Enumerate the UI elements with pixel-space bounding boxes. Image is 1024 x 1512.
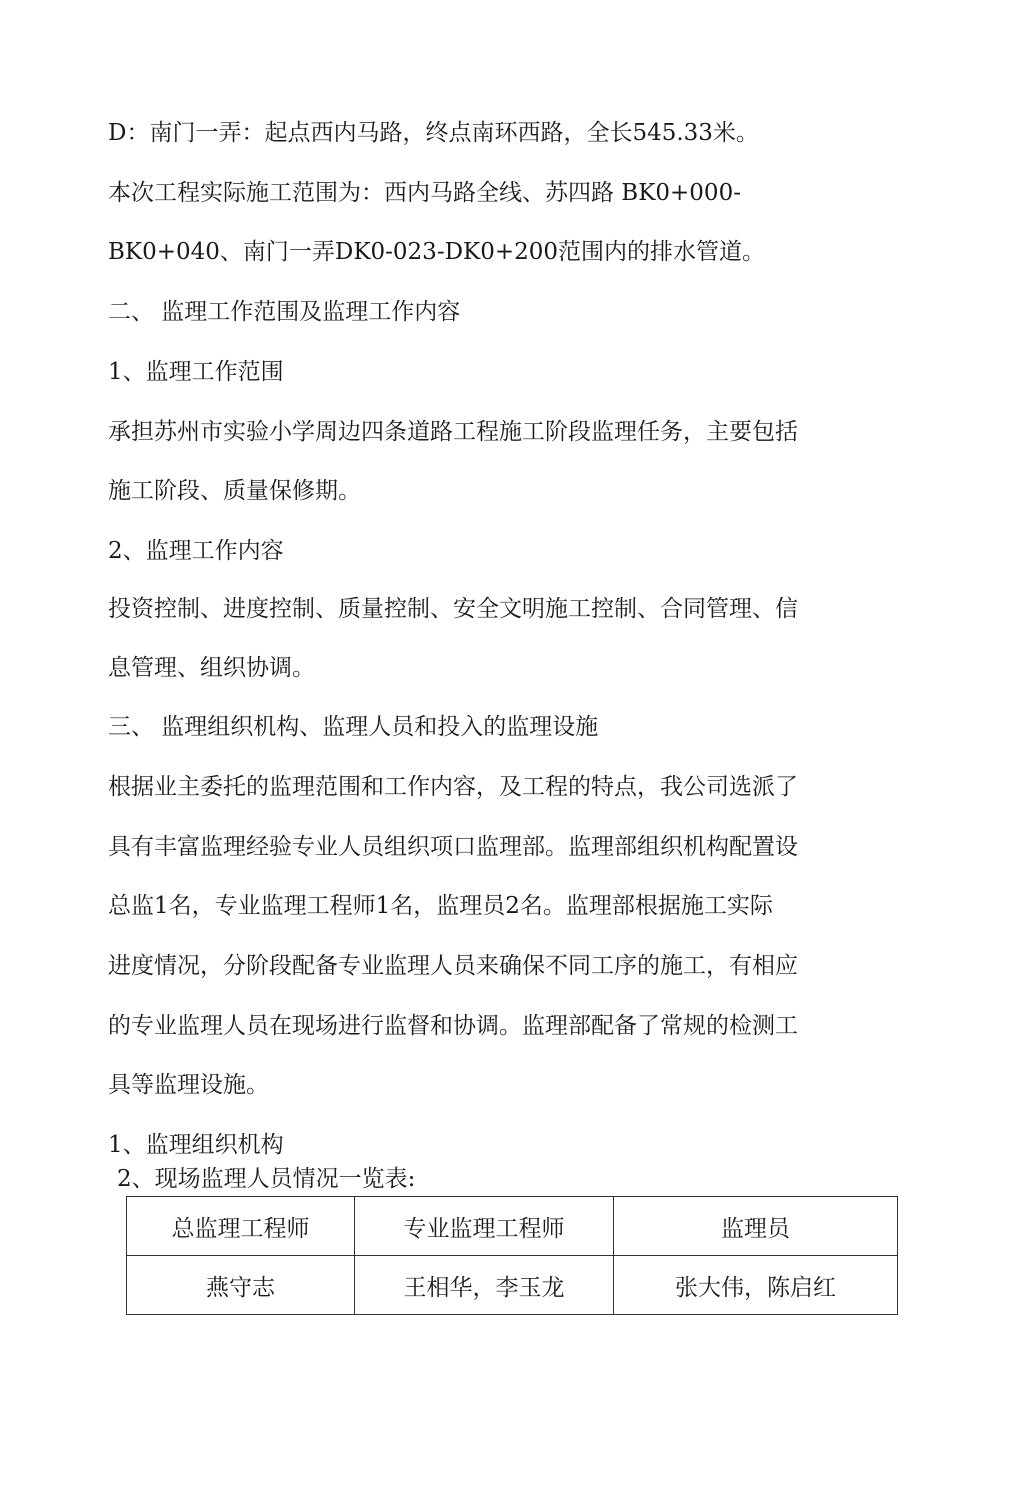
subsection-heading: 1、监理工作范围	[108, 359, 284, 385]
paragraph-line: 施工阶段、质量保修期。	[108, 478, 361, 504]
table-header-cell: 监理员	[614, 1197, 898, 1256]
paragraph-line: 息管理、组织协调。	[108, 655, 315, 681]
section-heading: 三、 监理组织机构、监理人员和投入的监理设施	[108, 714, 599, 740]
table-cell: 燕守志	[127, 1256, 355, 1315]
paragraph-line: 具有丰富监理经验专业人员组织项口监理部。监理部组织机构配置设	[108, 834, 798, 860]
subsection-heading: 2、监理工作内容	[108, 538, 284, 564]
paragraph-line: 的专业监理人员在现场进行监督和协调。监理部配备了常规的检测工	[108, 1013, 798, 1039]
paragraph-line: 本次工程实际施工范围为：西内马路全线、苏四路 BK0+000-	[108, 180, 741, 206]
table-header-cell: 总监理工程师	[127, 1197, 355, 1256]
table-row	[127, 1256, 898, 1315]
staff-table	[126, 1196, 898, 1315]
subsection-heading: 1、监理组织机构	[108, 1132, 284, 1158]
paragraph-line: 承担苏州市实验小学周边四条道路工程施工阶段监理任务，主要包括	[108, 419, 798, 445]
section-heading: 二、 监理工作范围及监理工作内容	[108, 299, 461, 325]
paragraph-line: 进度情况，分阶段配备专业监理人员来确保不同工序的施工，有相应	[108, 953, 798, 979]
table-cell: 张大伟，陈启红	[614, 1256, 898, 1315]
paragraph-line: BK0+040、南门一弄DK0-023-DK0+200范围内的排水管道。	[108, 239, 766, 265]
table-cell: 王相华，李玉龙	[355, 1256, 614, 1315]
paragraph-line: 总监1名，专业监理工程师1名，监理员2名。监理部根据施工实际	[108, 893, 773, 919]
paragraph-line: D：南门一弄：起点西内马路，终点南环西路，全长545.33米。	[108, 120, 759, 146]
paragraph-line: 投资控制、进度控制、质量控制、安全文明施工控制、合同管理、信	[108, 596, 798, 622]
table-header-row	[127, 1197, 898, 1256]
table-header-cell: 专业监理工程师	[355, 1197, 614, 1256]
paragraph-line: 具等监理设施。	[108, 1072, 269, 1098]
table-caption: 2、现场监理人员情况一览表:	[117, 1166, 416, 1192]
paragraph-line: 根据业主委托的监理范围和工作内容，及工程的特点，我公司选派了	[108, 774, 798, 800]
